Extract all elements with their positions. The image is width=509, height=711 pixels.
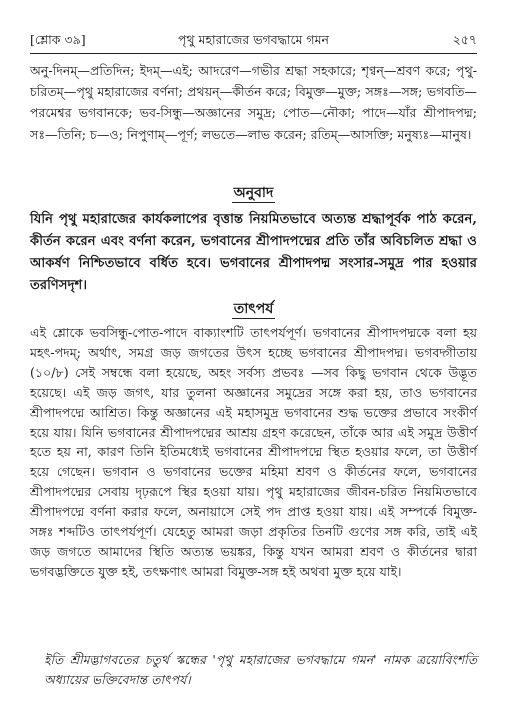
chapter-colophon: ইতি শ্রীমদ্ভাগবতের চতুর্থ স্কন্ধের 'পৃথু মহারাজের ভগবদ্ধামে গমন' নামক ত্রয়োবিংশতি অধ্যায়ের ভক্তিবেদান্ত তাৎপর্য। <box>44 652 477 687</box>
purport-heading: তাৎপর্য <box>233 301 274 317</box>
page-number: ২৫৭ <box>452 32 477 47</box>
chapter-title: পৃথু মহারাজের ভগবদ্ধামে গমন <box>177 32 330 47</box>
word-synonyms: অনু-দিনম্—প্রতিদিন; ইদম্—এই; আদরেণ—গভীর শ্রদ্ধা সহকারে; শৃণ্বন্—শ্রবণ করে; পৃথু-চরিতম্—পৃথু মহারাজের বর্ণনা; প্রথয়ন্—কীর্তন করে; বিমুক্ত—মুক্ত; সঙ্গঃ—সঙ্গ; ভগবতি—পরমেশ্বর ভগবানকে; ভব-সিন্ধু—অজ্ঞানের সমুদ্র; পোত—নৌকা; পাদে—যাঁর শ্রীপাদপদ্ম; সঃ—তিনি; চ—ও; নিপুণাম্—পূর্ণ; লভতে—লাভ করেন; রতিম্—আসক্তি; মনুষ্যঃ—মানুষ। <box>30 63 477 142</box>
header-rule <box>30 53 477 54</box>
translation-text: যিনি পৃথু মহারাজের কার্যকলাপের বৃত্তান্ত নিয়মিতভাবে অত্যন্ত শ্রদ্ধাপূর্বক পাঠ করেন, কীর্তন করেন এবং বর্ণনা করেন, ভগবানের শ্রীপাদপদ্মের প্রতি তাঁর অবিচলিত শ্রদ্ধা ও আকর্ষণ নিশ্চিতভাবে বর্ধিত হবে। ভগবানের শ্রীপাদপদ্ম সংসার-সমুদ্র পার হওয়ার তরণিসদৃশ। <box>30 212 477 293</box>
verse-reference: [শ্লোক ৩৯] <box>30 32 86 47</box>
translation-heading: অনুবাদ <box>233 185 274 201</box>
running-header <box>30 30 477 50</box>
purport-text: এই শ্লোকে ভবসিন্ধু-পোত-পাদে বাক্যাংশটি তাৎপর্যপূর্ণ। ভগবানের শ্রীপাদপদ্মকে বলা হয় মহৎ-পদম্; অর্থাৎ, সমগ্র জড় জগতের উৎস হচ্ছে ভগবানের শ্রীপাদপদ্ম। ভগবদ্গীতায় (১০/৮) সেই সম্বন্ধে বলা হয়েছে, অহং সর্বস্য প্রভবঃ —সব কিছু ভগবান থেকে উদ্ভূত হয়েছে। এই জড় জগৎ, যার তুলনা অজ্ঞানের সমুদ্রের সঙ্গে করা হয়, তাও ভগবানের শ্রীপাদপদ্মে আশ্রিত। কিন্তু অজ্ঞানের এই মহাসমুদ্র ভগবানের শুদ্ধ ভক্তের প্রভাবে সংকীর্ণ হয়ে যায়। যিনি ভগবানের শ্রীপাদপদ্মের আশ্রয় গ্রহণ করেছেন, তাঁকে আর এই সমুদ্র উত্তীর্ণ হতে হয় না, কারণ তিনি ইতিমধ্যেই ভগবানের শ্রীপাদপদ্মে স্থিত হওয়ার ফলে, তা উত্তীর্ণ হয়ে গেছেন। ভগবান ও ভগবানের ভক্তের মহিমা শ্রবণ ও কীর্তনের ফলে, ভগবানের শ্রীপাদপদ্মের সেবায় দৃঢ়রূপে স্থির হওয়া যায়। পৃথু মহারাজের জীবন-চরিত নিয়মিতভাবে শ্রীপাদপদ্মে বর্ণনা করার ফলে, অনায়াসে সেই পদ প্রাপ্ত হওয়া যায়। এই সম্পর্কে বিমুক্ত-সঙ্গঃ শব্দটিও তাৎপর্যপূর্ণ। যেহেতু আমরা জড়া প্রকৃতির তিনটি গুণের সঙ্গ করি, তাই এই জড় জগতে আমাদের স্থিতি অত্যন্ত ভয়ঙ্কর, কিন্তু যখন আমরা শ্রবণ ও কীর্তনের দ্বারা ভগবদ্ভক্তিতে যুক্ত হই, তৎক্ষণাৎ আমরা বিমুক্ত-সঙ্গ হই অথবা মুক্ত হয়ে যাই। <box>30 325 477 579</box>
